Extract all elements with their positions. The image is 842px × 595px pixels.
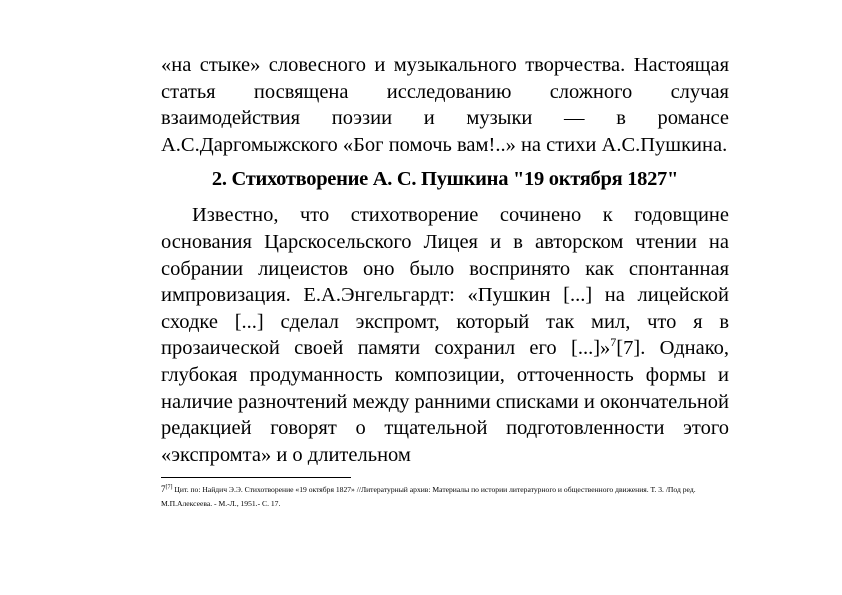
- footnote-reference[interactable]: 7: [610, 335, 617, 350]
- document-page: [161, 52, 729, 511]
- body-paragraph: [161, 202, 729, 468]
- section-heading: 2. Стихотворение А. С. Пушкина "19 октября 1827": [211, 168, 679, 191]
- footnote-divider: [161, 477, 351, 478]
- body-text-after-note: [7]. Однако, глубокая продуманность композиции, отточенность формы и наличие разночтений между ранними списками и окончательной редакцией говорят о тщательной подготовленности этого «экспромта» и о длительном: [161, 337, 730, 466]
- footnote-number: 7: [161, 484, 166, 495]
- intro-paragraph: «на стыке» словесного и музыкального творчества. Настоящая статья посвящена исследованию сложного случая взаимодействия поэзии и музыки — в романсе А.С.Даргомыжского «Бог помочь вам!..» на стихи А.С.Пушкина.: [161, 54, 729, 156]
- footnote: [161, 482, 729, 511]
- footnote-superscript: [7]: [165, 484, 173, 491]
- body-text-before-note: Известно, что стихотворение сочинено к годовщине основания Царскосельского Лицея и в авторском чтении на собрании лицеистов оно было воспринято как спонтанная импровизация. Е.А.Энгельгардт: «Пушкин [...] на лицейской сходке [...] сделал экспромт, который так мил, что я в прозаической своей памяти сохранил его [...]»: [161, 204, 729, 360]
- footnote-text: Цит. по: Найдич Э.Э. Стихотворение «19 октября 1827» //Литературный архив: Материалы по истории литературного и общественного движения. Т. 3. /Под ред. М.П.Алексеева. - М.-Л., 1951.- С. 17.: [161, 485, 696, 509]
